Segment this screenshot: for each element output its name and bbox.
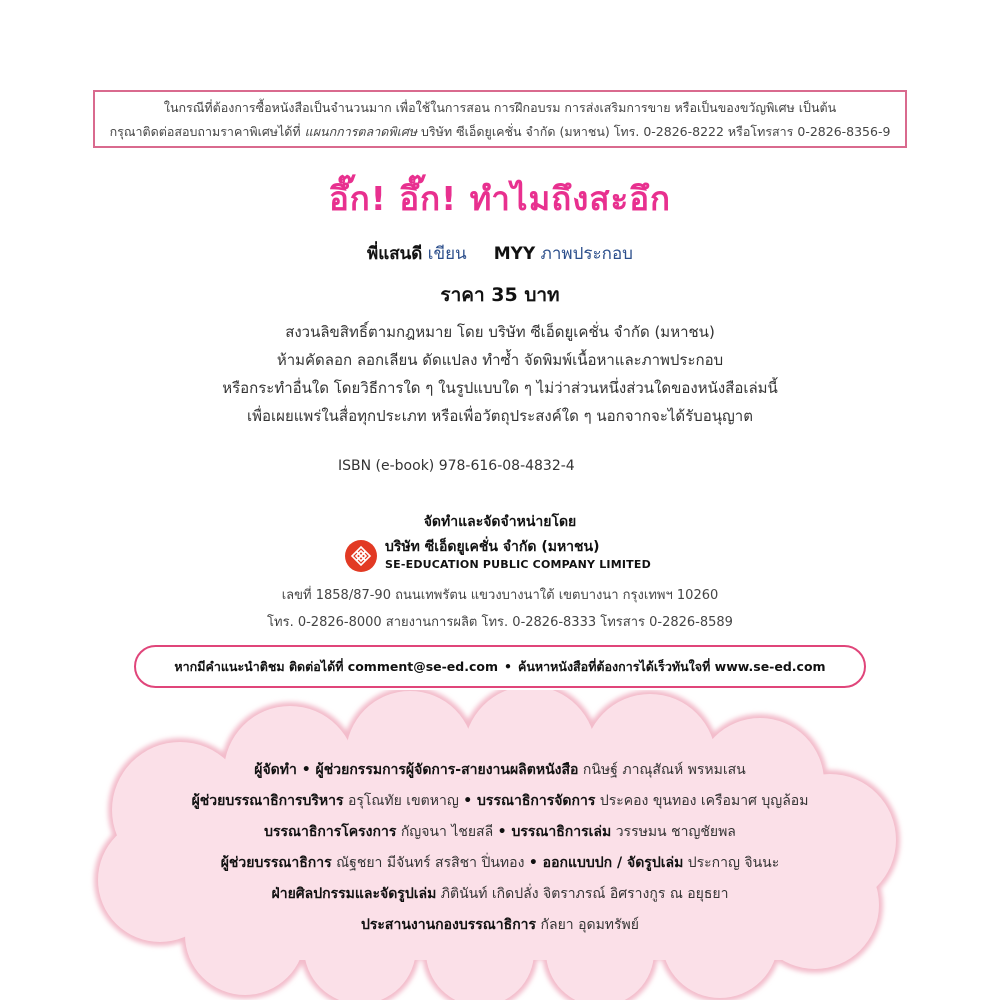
staff-role: ผู้ช่วยบรรณาธิการ	[220, 855, 332, 871]
staff-role: บรรณาธิการจัดการ	[472, 793, 596, 809]
staff-name: กนิษฐ์ ภาณุสัณห์ พรหมเสน	[578, 762, 746, 778]
staff-role: ออกแบบปก / จัดรูปเล่ม	[537, 855, 684, 871]
special-marketing-dept: แผนกการตลาดพิเศษ	[304, 124, 418, 139]
notice-line-1: ในกรณีที่ต้องการซื้อหนังสือเป็นจำนวนมาก เพื่อใช้ในการสอน การฝึกอบรม การส่งเสริมการขาย หรือเป็นของขวัญพิเศษ เป็นต้น	[163, 100, 837, 115]
feedback-text: หากมีคำแนะนำติชม ติดต่อได้ที่ comment@se-ed.com	[174, 658, 498, 674]
se-ed-logo-icon	[345, 540, 377, 572]
address-line: เลขที่ 1858/87-90 ถนนเทพรัตน แขวงบางนาใต้ เขตบางนา กรุงเทพฯ 10260	[281, 588, 719, 603]
staff-line	[0, 848, 1000, 879]
publisher-address	[0, 582, 1000, 636]
staff-name: ภิตินันท์ เกิดปลั่ง จิตราภรณ์ อิศรางกูร ณ อยุธยา	[436, 886, 729, 902]
staff-line	[0, 910, 1000, 941]
copyright-line: ห้ามคัดลอก ลอกเลียน ดัดแปลง ทำซ้ำ จัดพิมพ์เนื้อหาและภาพประกอบ	[276, 351, 724, 369]
book-price: ราคา 35 บาท	[440, 284, 560, 306]
copyright-line: หรือกระทำอื่นใด โดยวิธีการใด ๆ ในรูปแบบใด ๆ ไม่ว่าส่วนหนึ่งส่วนใดของหนังสือเล่มนี้	[222, 379, 778, 397]
staff-name: กัลยา อุดมทรัพย์	[536, 917, 639, 933]
publisher-names	[385, 539, 651, 573]
publisher-name-english: SE-EDUCATION PUBLIC COMPANY LIMITED	[385, 558, 651, 571]
publisher	[345, 538, 651, 574]
staff-name: ประคอง ขุนทอง เครือมาศ บุญล้อม	[595, 793, 809, 809]
staff-role: ฝ่ายศิลปกรรมและจัดรูปเล่ม	[271, 886, 437, 902]
bullet-separator: •	[497, 824, 507, 840]
notice-line-2	[95, 120, 905, 144]
staff-role: บรรณาธิการโครงการ	[264, 824, 397, 840]
author-role: เขียน	[427, 244, 467, 264]
distributed-by-heading: จัดทำและจัดจำหน่ายโดย	[423, 514, 577, 530]
staff-name: อรุโณทัย เขตหาญ	[343, 793, 464, 809]
staff-role: ประสานงานกองบรรณาธิการ	[360, 917, 537, 933]
staff-role: ผู้ช่วยบรรณาธิการบริหาร	[191, 793, 344, 809]
bullet-separator: •	[528, 855, 538, 871]
copyright-block	[0, 318, 1000, 430]
book-credits	[0, 240, 1000, 267]
staff-name: วรรษมน ชาญชัยพล	[611, 824, 736, 840]
staff-line	[0, 755, 1000, 786]
bulk-order-notice	[93, 90, 907, 148]
notice-line-2-contact: บริษัท ซีเอ็ดยูเคชั่น จำกัด (มหาชน) โทร. 0-2826-8222 หรือโทรสาร 0-2826-8356-9	[417, 124, 891, 139]
bullet-separator: •	[463, 793, 473, 809]
staff-role: ผู้จัดทำ • ผู้ช่วยกรรมการผู้จัดการ-สายงานผลิตหนังสือ	[254, 762, 579, 778]
phone-line: โทร. 0-2826-8000 สายงานการผลิต โทร. 0-2826-8333 โทรสาร 0-2826-8589	[267, 615, 733, 630]
staff-name: กัญจนา ไชยสลี	[396, 824, 498, 840]
staff-name: ณัฐชยา มีจันทร์ สรสิชา ปิ่นทอง	[331, 855, 529, 871]
notice-line-2-text: กรุณาติดต่อสอบถามราคาพิเศษได้ที่	[109, 124, 305, 139]
bullet-separator: •	[504, 659, 512, 674]
illustrator-role: ภาพประกอบ	[540, 244, 633, 264]
staff-name: ประกาญ จินนะ	[683, 855, 780, 871]
copyright-line: เพื่อเผยแพร่ในสื่อทุกประเภท หรือเพื่อวัตถุประสงค์ใด ๆ นอกจากจะได้รับอนุญาต	[247, 407, 753, 425]
copyright-line: สงวนลิขสิทธิ์ตามกฎหมาย โดย บริษัท ซีเอ็ดยูเคชั่น จำกัด (มหาชน)	[285, 323, 715, 341]
illustrator-name: MYY	[493, 244, 536, 264]
staff-line	[0, 786, 1000, 817]
publisher-name-thai: บริษัท ซีเอ็ดยูเคชั่น จำกัด (มหาชน)	[385, 539, 600, 555]
staff-role: บรรณาธิการเล่ม	[506, 824, 612, 840]
staff-credits	[0, 755, 1000, 941]
isbn: ISBN (e-book) 978-616-08-4832-4	[338, 458, 575, 474]
contact-banner	[134, 645, 866, 688]
staff-line	[0, 879, 1000, 910]
staff-line	[0, 817, 1000, 848]
search-text: ค้นหาหนังสือที่ต้องการได้เร็วทันใจที่ www.se-ed.com	[518, 658, 826, 674]
author-name: พี่แสนดี	[367, 244, 423, 264]
book-title: อึ๊ก! อึ๊ก! ทำไมถึงสะอึก	[328, 179, 672, 218]
